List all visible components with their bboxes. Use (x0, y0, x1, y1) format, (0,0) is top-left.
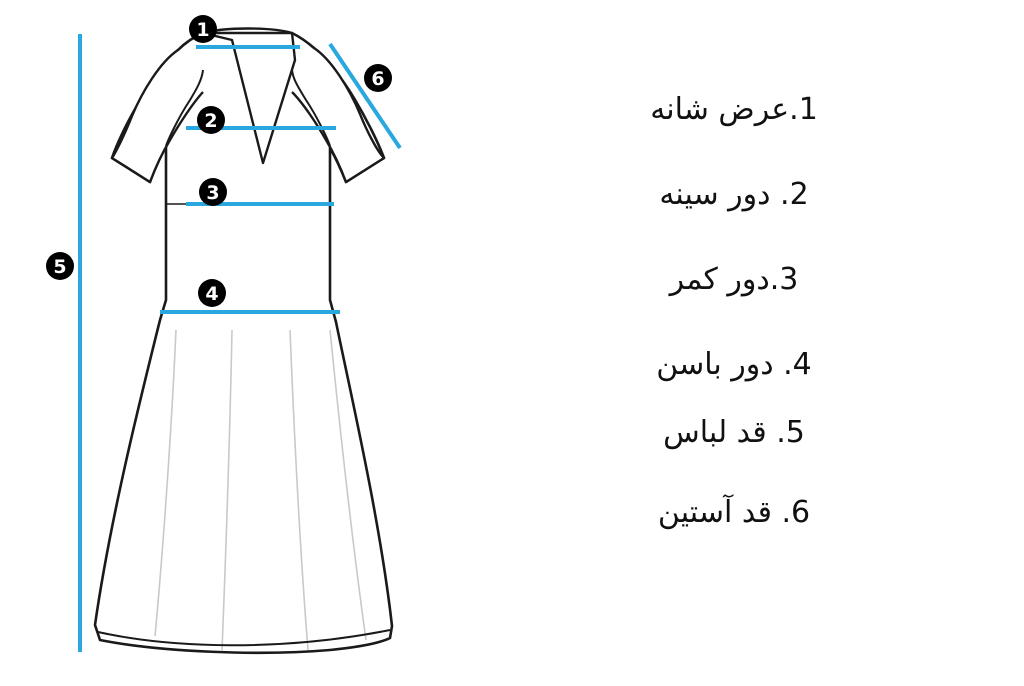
marker-1-label: 1 (196, 19, 210, 41)
legend-text-4: 4. دور باسن (656, 347, 812, 382)
marker-6 (364, 64, 392, 92)
marker-2 (197, 106, 225, 134)
marker-1 (189, 15, 217, 43)
legend-text-2: 2. دور سینه (659, 177, 809, 212)
legend-item-shoulder-width (604, 92, 864, 128)
marker-3-label: 3 (206, 182, 220, 204)
legend-item-dress-length (604, 415, 864, 451)
legend-item-waist (604, 262, 864, 298)
legend-item-sleeve-length (604, 495, 864, 531)
marker-3 (199, 178, 227, 206)
marker-6-label: 6 (371, 68, 385, 90)
legend-item-hip (604, 347, 864, 383)
legend-text-6: 6. قد آستین (657, 495, 811, 530)
marker-4-label: 4 (205, 283, 219, 305)
legend-item-bust (604, 177, 864, 213)
marker-4 (198, 279, 226, 307)
legend-text-1: 1.عرض شانه (650, 92, 818, 127)
marker-2-label: 2 (204, 110, 218, 132)
marker-5 (46, 252, 74, 280)
measurement-legend (620, 0, 1024, 682)
legend-text-5: 5. قد لباس (663, 415, 805, 450)
legend-text-3: 3.دور کمر (669, 262, 799, 297)
marker-5-label: 5 (53, 256, 67, 278)
